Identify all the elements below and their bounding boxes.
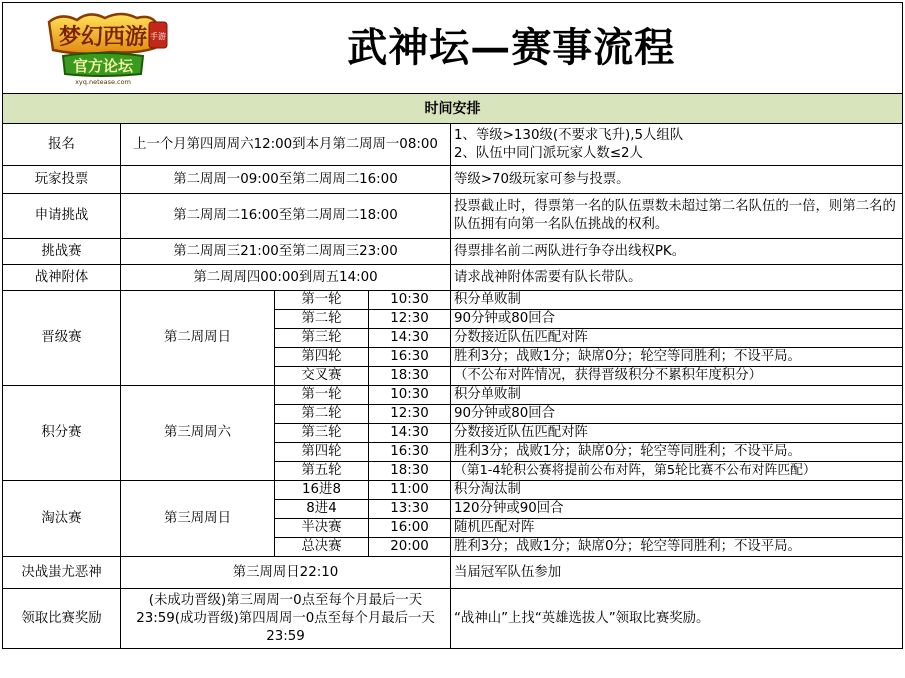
stage-day: 第二周周日 [121,291,275,386]
round-time: 16:00 [369,519,451,538]
stage-desc: “战神山”上找“英雄选拔人”领取比赛奖励。 [451,589,903,649]
schedule-table [2,2,903,649]
round-time: 10:30 [369,386,451,405]
row-final [3,557,903,589]
logo-badge: 官方论坛 [72,57,134,75]
stage-desc: 得票排名前二两队进行争夺出线权PK。 [451,239,903,265]
row-reward [3,589,903,649]
round-desc: 分数接近队伍匹配对阵 [451,424,903,443]
round-name: 第四轮 [275,348,369,367]
row-vote [3,166,903,194]
stage-desc: 当届冠军队伍参加 [451,557,903,589]
round-time: 12:30 [369,310,451,329]
round-desc: 积分单败制 [451,386,903,405]
round-desc: 积分淘汰制 [451,481,903,500]
stage-desc: 投票截止时，得票第一名的队伍票数未超过第二名队伍的一倍，则第二名的队伍拥有向第一名队伍挑战的权利。 [451,194,903,239]
round-desc: 分数接近队伍匹配对阵 [451,329,903,348]
round-time: 10:30 [369,291,451,310]
row-signup [3,124,903,166]
stage-name: 晋级赛 [3,291,121,386]
round-desc: 120分钟或90回合 [451,500,903,519]
logo-cell [3,3,166,94]
stage-name: 报名 [3,124,121,166]
desc-line: 2、队伍中同门派玩家人数≤2人 [454,145,643,161]
round-name: 交叉赛 [275,367,369,386]
stage-desc: 请求战神附体需要有队长带队。 [451,265,903,291]
round-desc: 90分钟或80回合 [451,310,903,329]
desc-line: 1、等级>130级(不要求飞升),5人组队 [454,127,684,143]
section-title: 时间安排 [3,94,903,124]
round-time: 11:00 [369,481,451,500]
stage-name: 淘汰赛 [3,481,121,557]
round-name: 8进4 [275,500,369,519]
page-title: 武神坛—赛事流程 [121,3,903,94]
round-name: 总决赛 [275,538,369,557]
stage-day: 第三周周日 [121,481,275,557]
round-name: 第二轮 [275,405,369,424]
round-time: 14:30 [369,424,451,443]
round-time: 16:30 [369,348,451,367]
round-time: 16:30 [369,443,451,462]
stage-day: 第三周周六 [121,386,275,481]
stage-name: 玩家投票 [3,166,121,194]
logo-url: xyq.netease.com [75,78,131,86]
stage-time: 第三周周日22:10 [121,557,451,589]
row-challenge [3,239,903,265]
round-name: 第二轮 [275,310,369,329]
row-points-1 [3,386,903,405]
round-name: 第一轮 [275,386,369,405]
stage-name: 挑战赛 [3,239,121,265]
stage-desc [451,124,903,166]
row-knockout-1 [3,481,903,500]
stage-time: (未成功晋级)第三周周一0点至每个月最后一天23:59(成功晋级)第四周周一0点至每个月最后一天23:59 [121,589,451,649]
round-name: 第五轮 [275,462,369,481]
header-row [3,3,903,94]
round-time: 12:30 [369,405,451,424]
row-possess [3,265,903,291]
round-name: 第四轮 [275,443,369,462]
stage-time: 第二周周三21:00至第二周周三23:00 [121,239,451,265]
stage-name: 战神附体 [3,265,121,291]
round-desc: （第1-4轮积公赛将提前公布对阵，第5轮比赛不公布对阵匹配） [451,462,903,481]
stage-name: 积分赛 [3,386,121,481]
stage-desc: 等级>70级玩家可参与投票。 [451,166,903,194]
stage-time: 第二周周二16:00至第二周周二18:00 [121,194,451,239]
section-row [3,94,903,124]
round-time: 14:30 [369,329,451,348]
round-time: 18:30 [369,462,451,481]
round-name: 半决赛 [275,519,369,538]
stage-time: 第二周周四00:00到周五14:00 [121,265,451,291]
stage-name: 领取比赛奖励 [3,589,121,649]
round-desc: 随机匹配对阵 [451,519,903,538]
round-desc: 胜利3分；战败1分；缺席0分；轮空等同胜利；不设平局。 [451,348,903,367]
stage-time: 第二周周一09:00至第二周周二16:00 [121,166,451,194]
round-name: 第三轮 [275,424,369,443]
logo-tag: 手游 [150,32,166,41]
round-name: 第一轮 [275,291,369,310]
row-promotion-1 [3,291,903,310]
stage-name: 申请挑战 [3,194,121,239]
round-name: 16进8 [275,481,369,500]
schedule-sheet [2,2,902,676]
round-name: 第三轮 [275,329,369,348]
stage-time: 上一个月第四周周六12:00到本月第二周周一08:00 [121,124,451,166]
round-desc: 胜利3分；战败1分；缺席0分；轮空等同胜利；不设平局。 [451,538,903,557]
round-desc: 90分钟或80回合 [451,405,903,424]
stage-name: 决战蚩尤恶神 [3,557,121,589]
round-time: 13:30 [369,500,451,519]
round-time: 18:30 [369,367,451,386]
round-desc: 胜利3分；战败1分；缺席0分；轮空等同胜利；不设平局。 [451,443,903,462]
row-apply [3,194,903,239]
round-desc: （不公布对阵情况，获得晋级积分不累积年度积分） [451,367,903,386]
round-time: 20:00 [369,538,451,557]
logo-text: 梦幻西游 [58,25,148,50]
round-desc: 积分单败制 [451,291,903,310]
